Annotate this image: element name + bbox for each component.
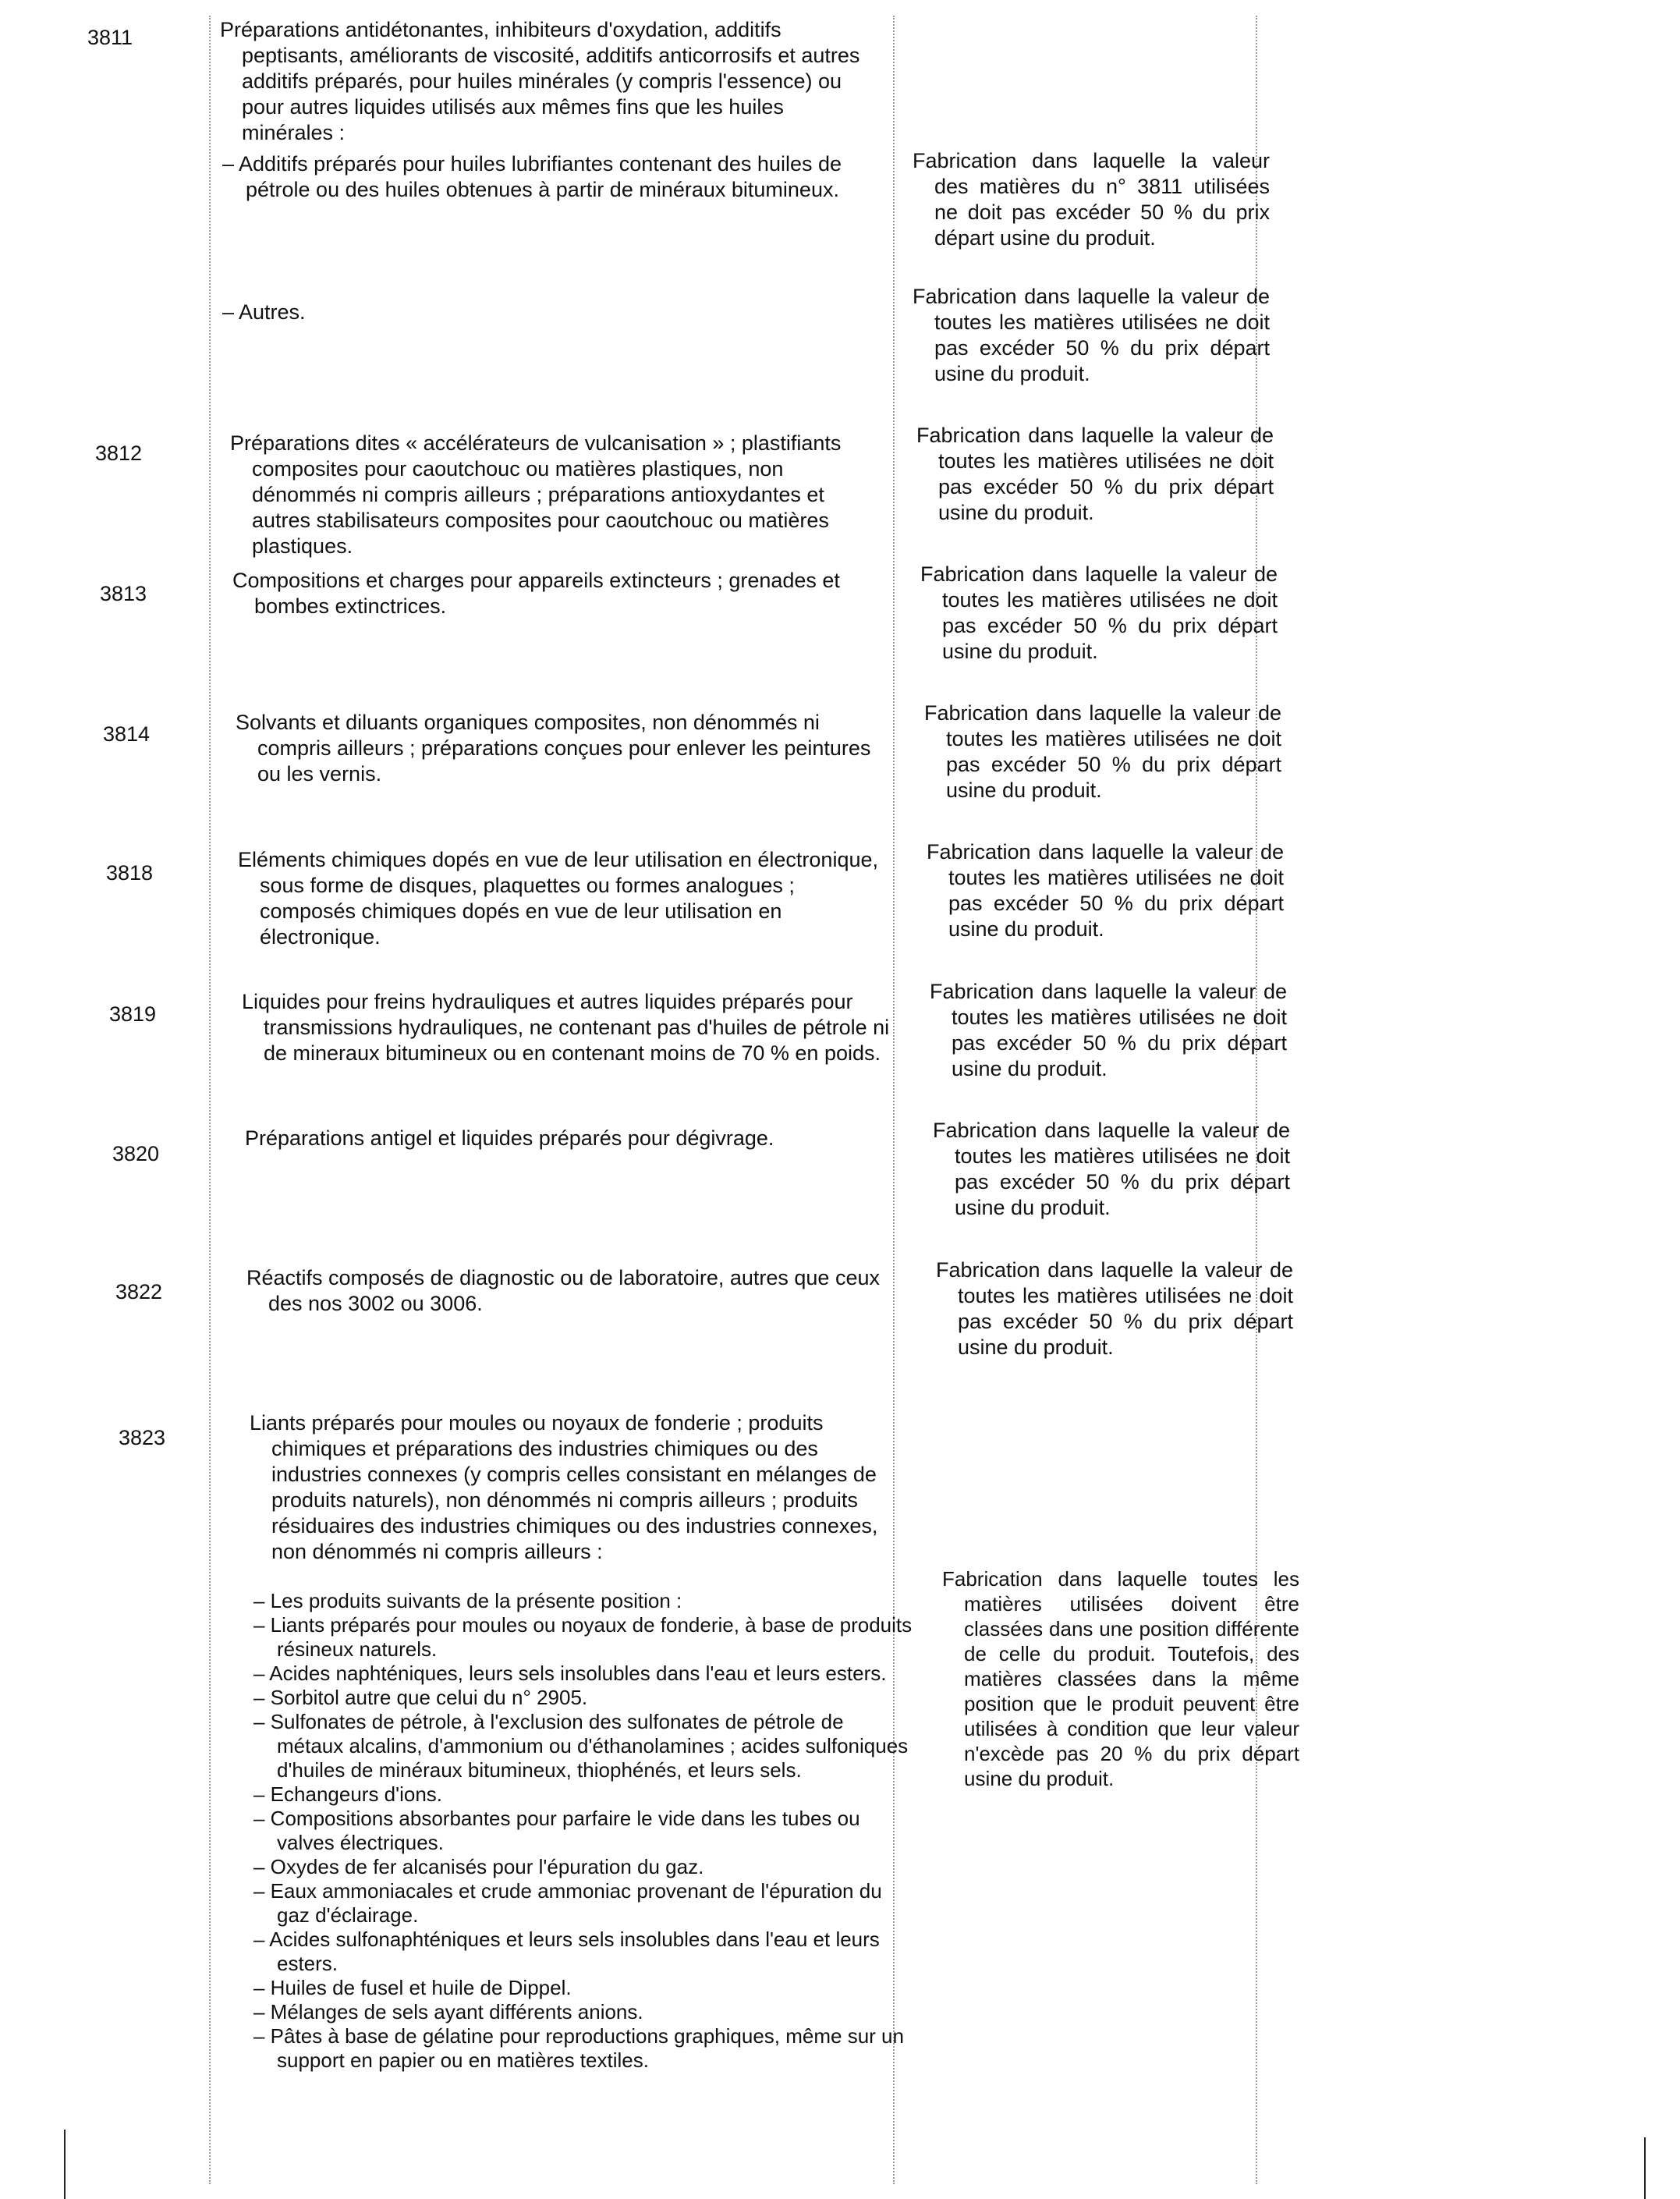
heading-description xyxy=(230,431,881,559)
heading-code: 3820 xyxy=(112,1142,160,1165)
description-text: Préparations antidétonantes, inhibiteurs d'oxydation, additifs peptisants, améliorants de viscosité, additifs anticorrosifs et autres additifs préparés, pour huiles minérales (y compris l'essence) ou pour autres liquides utilisés aux mêmes fins que les huiles minérales : xyxy=(220,18,860,144)
list-item: – Acides naphténiques, leurs sels insolubles dans l'eau et leurs esters. xyxy=(253,1662,887,1685)
list-item: – Huiles de fusel et huile de Dippel. xyxy=(253,1976,572,1999)
heading-code: 3819 xyxy=(109,1002,157,1026)
heading-code: 3812 xyxy=(95,442,143,465)
description-text: Liants préparés pour moules ou noyaux de fonderie ; produits chimiques et préparations des industries chimiques ou des industries connexes (y compris celles consistant en mélanges de produits naturels), non dénommés ni compris ailleurs ; produits résiduaires des industries chimiques ou des industries connexes, non dénommés ni compris ailleurs : xyxy=(250,1411,878,1563)
heading-description xyxy=(242,989,893,1066)
list-item: – Liants préparés pour moules ou noyaux de fonderie, à base de produits résineux naturels. xyxy=(253,1613,913,1661)
sub-item xyxy=(222,300,877,325)
origin-rule: Fabrication dans laquelle la valeur de toutes les matières utilisées ne doit pas excéder 50 % du prix départ usine du produit. xyxy=(927,840,1284,941)
description-text: Préparations dites « accélérateurs de vulcanisation » ; plastifiants composites pour caoutchouc ou matières plastiques, non dénommés ni compris ailleurs ; préparations antioxydantes et autres stabilisateurs composites pour caoutchouc ou matières plastiques. xyxy=(230,431,842,558)
description-text: Réactifs composés de diagnostic ou de laboratoire, autres que ceux des nos 3002 ou 3006. xyxy=(246,1266,880,1315)
sub-item-text: – Autres. xyxy=(222,300,306,324)
origin-rule: Fabrication dans laquelle la valeur des matières du n° 3811 utilisées ne doit pas excéder 50 % du prix départ usine du produit. xyxy=(913,149,1270,250)
column-divider-left xyxy=(209,16,211,2184)
description-text: Solvants et diluants organiques composites, non dénommés ni compris ailleurs ; préparations conçues pour enlever les peintures ou les vernis. xyxy=(236,711,871,786)
sub-item-text: – Additifs préparés pour huiles lubrifiantes contenant des huiles de pétrole ou des huiles obtenues à partir de minéraux bitumineux. xyxy=(222,152,842,201)
list-item: – Mélanges de sels ayant différents anions. xyxy=(253,2000,643,2023)
heading-description xyxy=(238,847,889,950)
left-border xyxy=(64,2130,66,2199)
origin-rule: Fabrication dans laquelle la valeur de toutes les matières utilisées ne doit pas excéder 50 % du prix départ usine du produit. xyxy=(933,1119,1290,1219)
sub-item xyxy=(222,151,877,203)
heading-description xyxy=(246,1265,898,1317)
heading-code: 3814 xyxy=(103,722,151,746)
description-text: Eléments chimiques dopés en vue de leur utilisation en électronique, sous forme de disques, plaquettes ou formes analogues ; composés chimiques dopés en vue de leur utilisation en électronique. xyxy=(238,848,878,949)
heading-code: 3823 xyxy=(119,1426,166,1449)
list-item: – Les produits suivants de la présente position : xyxy=(253,1589,682,1612)
heading-description xyxy=(232,568,884,619)
origin-rule: Fabrication dans laquelle la valeur de toutes les matières utilisées ne doit pas excéder 50 % du prix départ usine du produit. xyxy=(924,701,1281,802)
item-list xyxy=(253,1589,913,2073)
description-text: Compositions et charges pour appareils extincteurs ; grenades et bombes extinctrices. xyxy=(232,569,840,618)
origin-rule: Fabrication dans laquelle toutes les matières utilisées doivent être classées dans une position différente de celle du produit. Toutefois, des matières classées dans la même position que le produit peuvent être utilisées à condition que leur valeur n'excède pas 20 % du prix départ usine du produit. xyxy=(942,1567,1299,1790)
description-text: Liquides pour freins hydrauliques et autres liquides préparés pour transmissions hydrauliques, ne contenant pas d'huiles de pétrole ni de mineraux bitumineux ou en contenant moins de 70 % en poids. xyxy=(242,990,890,1065)
right-border xyxy=(1644,2137,1646,2199)
origin-rule: Fabrication dans laquelle la valeur de toutes les matières utilisées ne doit pas excéder 50 % du prix départ usine du produit. xyxy=(916,424,1274,524)
heading-code: 3813 xyxy=(100,582,147,605)
description-text: Préparations antigel et liquides préparés pour dégivrage. xyxy=(245,1126,774,1150)
origin-rule: Fabrication dans laquelle la valeur de toutes les matières utilisées ne doit pas excéder 50 % du prix départ usine du produit. xyxy=(913,285,1270,385)
list-item: – Acides sulfonaphténiques et leurs sels insolubles dans l'eau et leurs esters. xyxy=(253,1928,880,1975)
list-item: – Eaux ammoniacales et crude ammoniac provenant de l'épuration du gaz d'éclairage. xyxy=(253,1879,882,1927)
list-item: – Pâtes à base de gélatine pour reproductions graphiques, même sur un support en papier ou en matières textiles. xyxy=(253,2024,904,2072)
list-item: – Oxydes de fer alcanisés pour l'épuration du gaz. xyxy=(253,1855,704,1878)
heading-code: 3811 xyxy=(87,26,133,49)
list-item: – Compositions absorbantes pour parfaire le vide dans les tubes ou valves électriques. xyxy=(253,1807,860,1854)
heading-description xyxy=(250,1410,905,1565)
origin-rule: Fabrication dans laquelle la valeur de toutes les matières utilisées ne doit pas excéder 50 % du prix départ usine du produit. xyxy=(930,980,1287,1080)
list-item: – Sorbitol autre que celui du n° 2905. xyxy=(253,1686,588,1709)
heading-code: 3818 xyxy=(106,861,154,885)
heading-description xyxy=(245,1126,896,1151)
heading-code: 3822 xyxy=(115,1280,163,1303)
heading-description xyxy=(220,17,875,146)
origin-rule: Fabrication dans laquelle la valeur de toutes les matières utilisées ne doit pas excéder 50 % du prix départ usine du produit. xyxy=(920,562,1278,663)
list-item: – Echangeurs d'ions. xyxy=(253,1782,443,1806)
origin-rule: Fabrication dans laquelle la valeur de toutes les matières utilisées ne doit pas excéder 50 % du prix départ usine du produit. xyxy=(936,1258,1293,1359)
list-item: – Sulfonates de pétrole, à l'exclusion des sulfonates de pétrole de métaux alcalins, d'ammonium ou d'éthanolamines ; acides sulfoniques d'huiles de minéraux bitumineux, thiophénés, et leurs sels. xyxy=(253,1710,909,1782)
heading-description xyxy=(236,710,887,787)
